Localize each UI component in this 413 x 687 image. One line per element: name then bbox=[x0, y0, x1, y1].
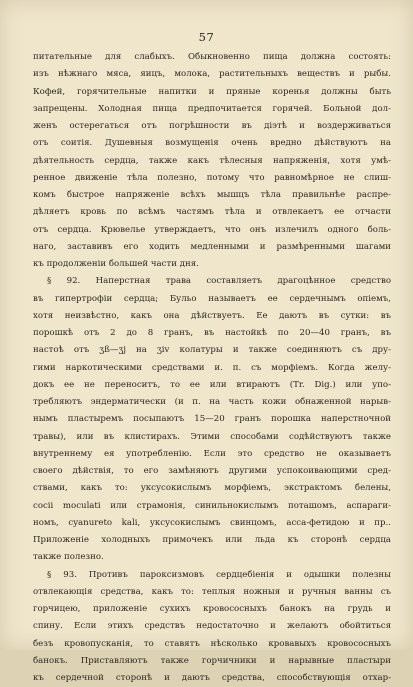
page-number: 57 bbox=[198, 30, 215, 44]
text-line: наго, заставивъ его ходить медленными и размѣренными шагами bbox=[33, 241, 391, 252]
text-line: къ продолженіи большей части дня. bbox=[33, 259, 199, 269]
text-line: безъ кровопусканія, то ставятъ нѣсколько кровавыхъ кровососныхъ bbox=[33, 638, 391, 649]
text-line: гими наркотическими средствами и. п. съ морфіемъ. Когда желу- bbox=[33, 362, 391, 373]
text-line: къ сердечной сторонѣ и даютъ средства, способствующія отхар- bbox=[33, 673, 391, 683]
text-line: банокъ. Приставляютъ также горчичники и нарывные пластыри bbox=[33, 655, 391, 666]
text-line: отъ соитія. Душевныя возмущенія очень вредно дѣйствуютъ на bbox=[33, 138, 391, 149]
text-line: изъ нѣжнаго мяса, яицъ, молока, растительныхъ веществъ и рыбы. bbox=[33, 69, 391, 80]
text-line: нымъ пластыремъ посыпаютъ 15—20 гранъ порошка наперстночной bbox=[33, 414, 391, 425]
text-line: cocii moculati или страмонія, синильнокислымъ поташомъ, аспараги- bbox=[33, 500, 391, 511]
text-line: Приложеніе холодныхъ примочекъ или льда къ сторонѣ сердца bbox=[33, 535, 391, 545]
text-line: хотя неизвѣстно, какъ она дѣйствуетъ. Ее даютъ въ сутки: въ bbox=[33, 310, 391, 321]
text-line: отвлекающія средства, какъ то: теплыя ножныя и ручныя ванны съ bbox=[33, 586, 391, 597]
text-line: отъ сердца. Крювелье утверждаетъ, что онъ излечилъ одного боль- bbox=[33, 224, 391, 235]
text-line: номъ, cyanureto kali, уксусокислымъ свинцомъ, асса-фетидою и пр.. bbox=[33, 517, 391, 528]
text-line: также полезно. bbox=[33, 552, 104, 563]
text-line: настоѣ отъ ʒß—ʒj на ʒiv колатуры и также соединяютъ съ дру- bbox=[33, 345, 391, 356]
text-line: дѣляетъ кровь по всѣмъ частямъ тѣла и отвлекаетъ ее отчасти bbox=[33, 207, 391, 218]
text-line: спину. Если этихъ средствъ недостаточно и желаютъ обойтиться bbox=[33, 621, 391, 632]
body-text bbox=[33, 49, 391, 687]
text-line: запрещены. Холодная пища предпочитается горячей. Больной дол- bbox=[33, 103, 391, 114]
text-line: § 92. Наперстная трава составляетъ драгоцѣнное средство bbox=[47, 276, 391, 287]
text-line: травы), или въ клистирахъ. Этими способами содѣйствуютъ также bbox=[33, 431, 391, 442]
text-line: женъ остерегаться отъ погрѣшности въ діэтѣ и воздерживаться bbox=[33, 121, 391, 131]
text-line: горчицею, приложеніе сухихъ кровососныхъ банокъ на грудь и bbox=[33, 604, 391, 614]
text-line: ренное движеніе тѣла полезно, потому что равномѣрное не слиш- bbox=[33, 172, 391, 183]
text-line: своего дѣйствія, то его замѣняютъ другими успокоивающими сред- bbox=[33, 466, 391, 476]
text-line: внутреннему ея употребленію. Если это средство не оказываетъ bbox=[33, 448, 391, 459]
text-line: требляютъ эндерматически (и п. на часть кожи обнаженной нарыв- bbox=[33, 397, 391, 407]
text-line: ствами, какъ то: уксусокислымъ морфіемъ, экстрактомъ белены, bbox=[33, 483, 391, 494]
text-line: докъ ее не переноситъ, то ее или втираютъ (Tr. Dig.) или упо- bbox=[33, 379, 391, 390]
text-line: питательные для слабыхъ. Обыкновенно пища должна состоять: bbox=[33, 52, 391, 62]
text-line: комъ быстрое напряженіе всѣхъ мышцъ тѣла правильнѣе распре- bbox=[33, 190, 391, 200]
text-line: въ гипертрофіи сердца; Бульо называетъ ее сердечнымъ опіемъ, bbox=[33, 293, 391, 304]
text-line: дѣятельность сердца, также какъ тѣлесныя напряженія, хотя умѣ- bbox=[33, 155, 391, 166]
text-line: порошкѣ отъ 2 до 8 гранъ, въ настойкѣ по 20—40 гранъ, въ bbox=[33, 328, 391, 338]
text-line: § 93. Противъ пароксизмовъ сердцебіенія и одышки полезны bbox=[47, 569, 391, 580]
text-line: Кофей, горячительные напитки и пряные коренья должны быть bbox=[33, 86, 391, 97]
